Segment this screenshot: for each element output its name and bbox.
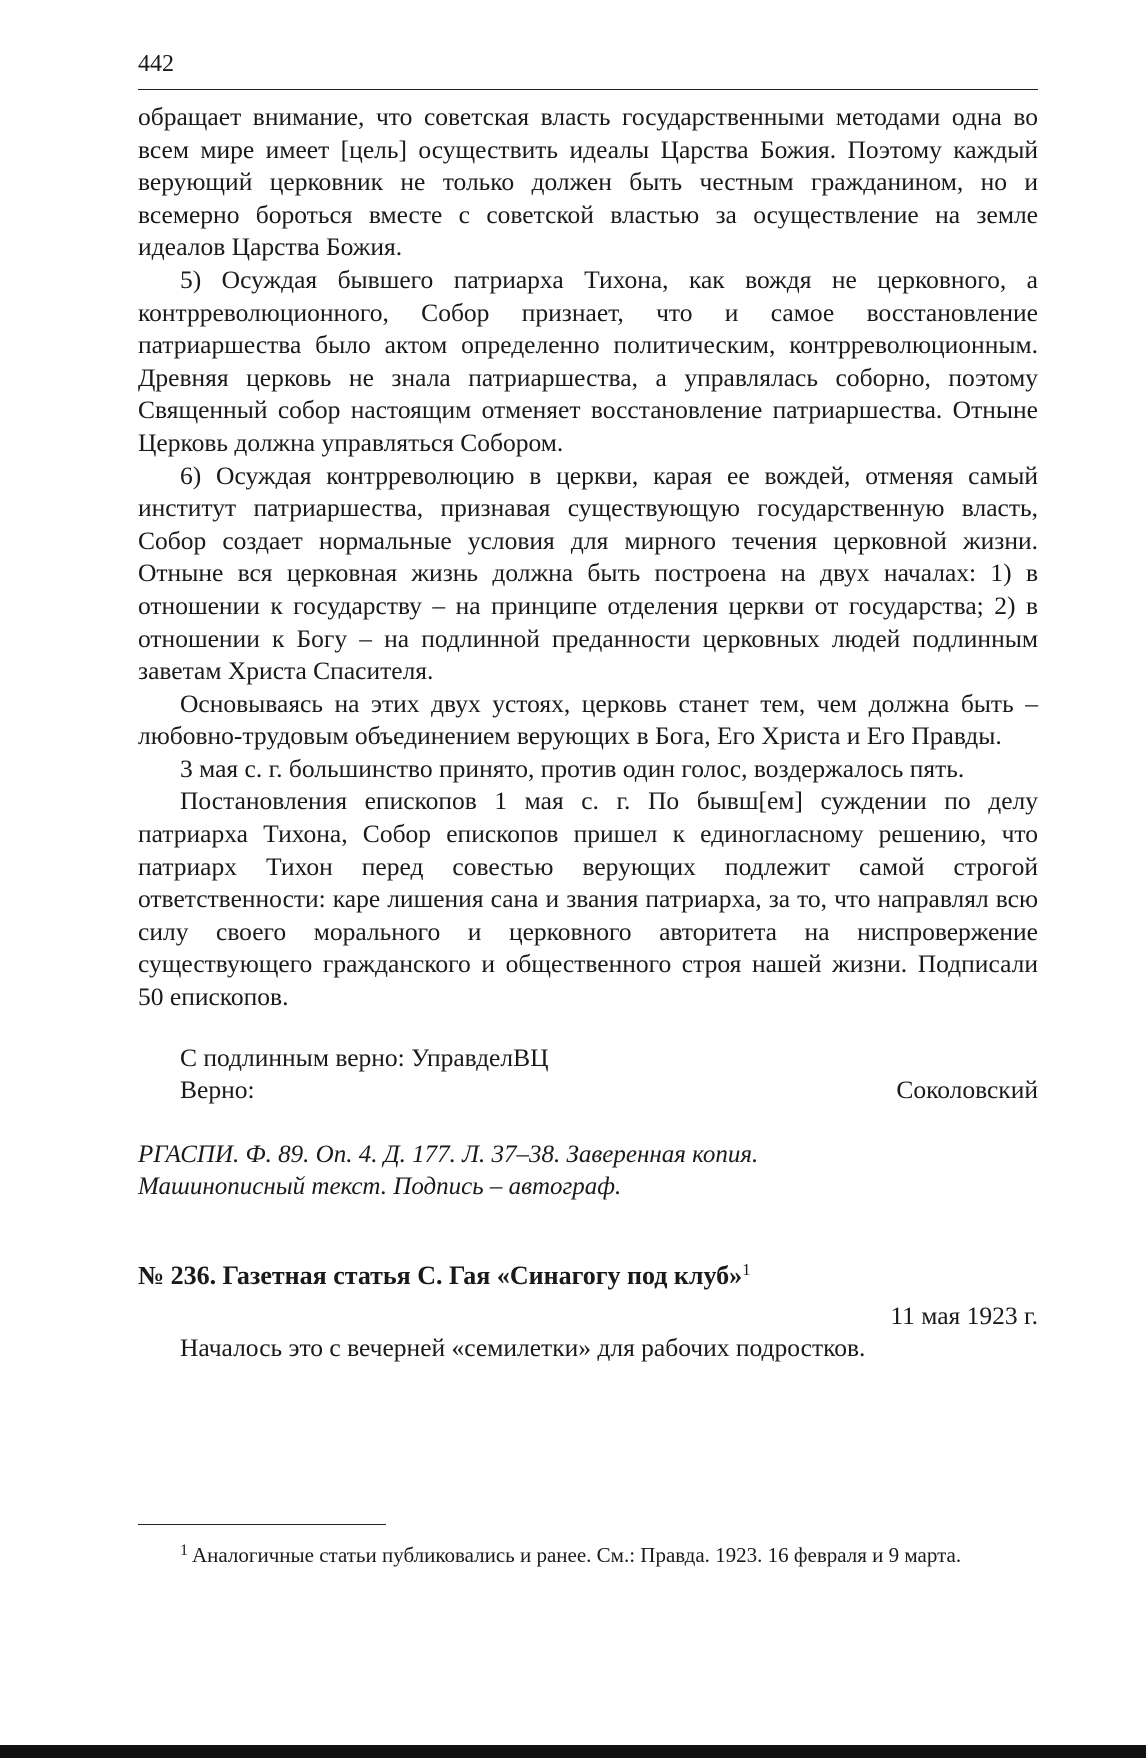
certification-text: С подлинным верно: УправделВЦ: [180, 1042, 549, 1072]
certification-label: Верно:: [180, 1075, 255, 1105]
footnote-mark: 1: [180, 1542, 188, 1559]
paragraph: Началось это с вечерней «семилетки» для рабочих подростков.: [180, 1333, 866, 1363]
footnote-reference: 1: [742, 1259, 751, 1279]
paragraph: Постановления епископов 1 мая с. г. По бывш[ем] суждении по делу патриарха Тихона, Собор епископов пришел к единогласному решению, что патриарх Тихон перед совестью верующих подлежит самой строгой ответственности: каре лишения сана и звания патриарха, за то, что направлял всю силу своего морального и церковного авторитета на ниспровержение существующего гражданского и общественного строя нашей жизни. Подписали 50 епископов.: [138, 786, 1038, 1012]
archive-line: РГАСПИ. Ф. 89. Оп. 4. Д. 177. Л. 37–38. Заверенная копия.: [138, 1140, 759, 1168]
paragraph: 5) Осуждая бывшего патриарха Тихона, как вождя не церковного, а контрреволюционного, Собор признает, что и самое восстановление патриаршества было актом определенно политическим, контрреволюционным. Древняя церковь не знала патриаршества, а управлялась соборно, поэтому Священный собор настоящим отменяет восстановление патриаршества. Отныне Церковь должна управляться Собором.: [138, 264, 1038, 457]
paragraph: 3 мая с. г. большинство принято, против один голос, воздержалось пять.: [180, 753, 965, 783]
certification-block: [138, 1042, 1038, 1107]
document-title: № 236. Газетная статья С. Гая «Синагогу под клуб»: [138, 1260, 743, 1290]
footnote-rule: [138, 1524, 386, 1525]
footnote: [138, 1540, 1038, 1570]
paragraph: 6) Осуждая контрреволюцию в церкви, карая ее вождей, отменяя самый институт патриаршества, признавая существующую государственную власть, Собор создает нормальные условия для мирного течения церковной жизни. Отныне вся церковная жизнь должна быть построена на двух началах: 1) в отношении к государству – на принципе отделения церкви от государства; 2) в отношении к Богу – на подлинной преданности церковных людей подлинным заветам Христа Спасителя.: [138, 460, 1038, 686]
document-date: 11 мая 1923 г.: [890, 1300, 1038, 1330]
signature-name: Соколовский: [896, 1075, 1038, 1105]
document-heading: [138, 1260, 1038, 1292]
page-number: 442: [138, 51, 174, 77]
body-text: [138, 101, 1038, 1365]
paragraph: Основываясь на этих двух устоях, церковь станет тем, чем должна быть – любовно-трудовым объединением верующих в Бога, Его Христа и Его Правды.: [138, 688, 1038, 751]
certification-line: [180, 1042, 1038, 1075]
archive-line: Машинописный текст. Подпись – автограф.: [138, 1173, 622, 1201]
scan-bottom-edge: [0, 1745, 1146, 1758]
certification-line: [180, 1074, 1038, 1107]
archive-reference: [138, 1139, 1038, 1204]
header-rule: [138, 89, 1038, 90]
paragraph: обращает внимание, что советская власть государственными методами одна во всем мире имеет [цель] осуществить идеалы Царства Божия. Поэтому каждый верующий церковник не только должен быть честным гражданином, но и всемерно бороться вместе с советской властью за осуществление на земле идеалов Царства Божия.: [138, 102, 1038, 262]
footnote-text: Аналогичные статьи публиковались и ранее. См.: Правда. 1923. 16 февраля и 9 марта.: [192, 1543, 962, 1567]
